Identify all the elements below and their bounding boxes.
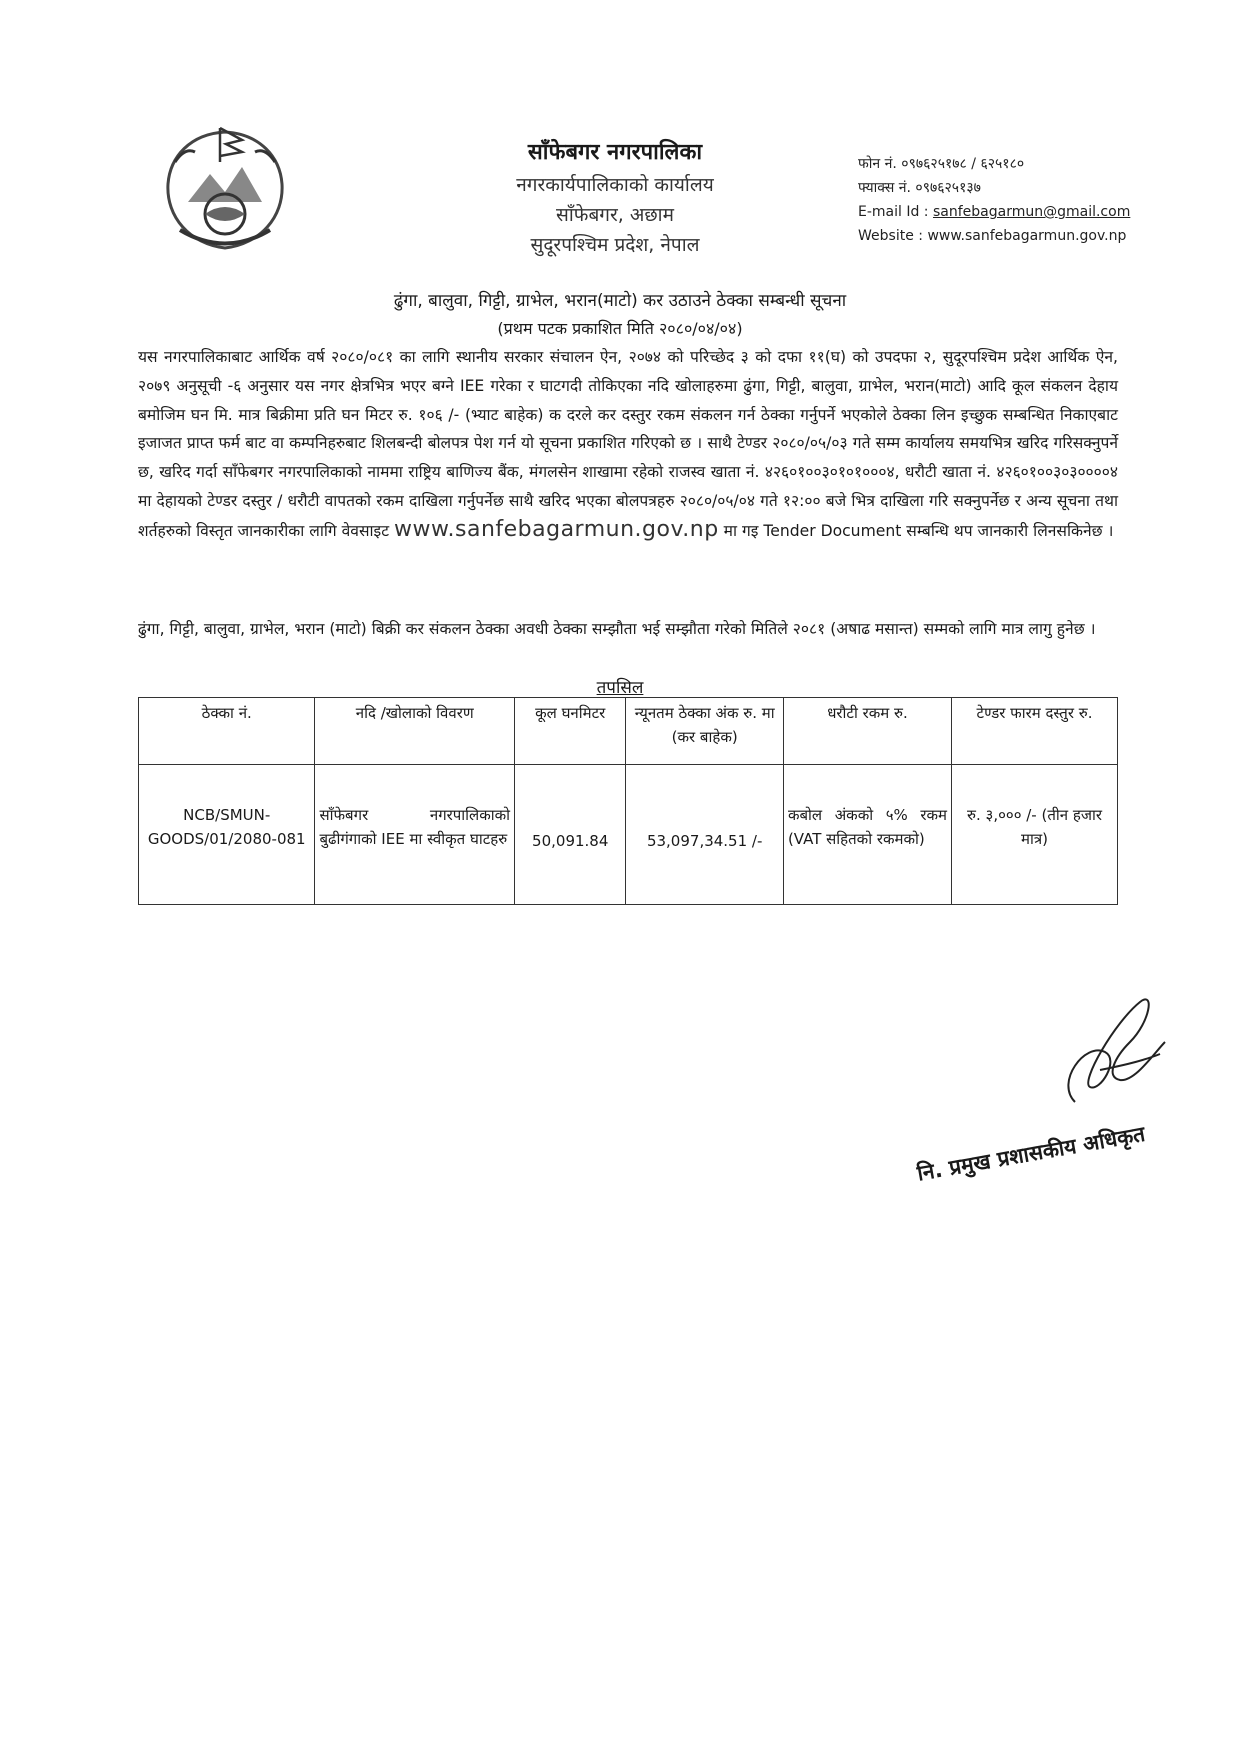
signature [1045, 982, 1185, 1122]
contact-block [858, 152, 1130, 248]
signatory-designation: नि. प्रमुख प्रशासकीय अधिकृत [915, 1121, 1147, 1186]
notice-subtitle: (प्रथम पटक प्रकाशित मिति २०८०/०४/०४) [497, 319, 743, 338]
paragraph-1-tail: मा गइ Tender Document सम्बन्धि थप जानकारी लिनसकिनेछ । [723, 521, 1114, 540]
email-line [858, 200, 1130, 224]
paragraph-website-link[interactable]: www.sanfebagarmun.gov.np [394, 516, 719, 542]
header-total-cubic-meter: कूल घनमिटर [515, 698, 626, 765]
notice-paragraph-2: ढुंगा, गिट्टी, बालुवा, ग्राभेल, भरान (माटो) बिक्री कर संकलन ठेक्का अवधी ठेक्का सम्झौता भई सम्झौता गरेको मितिले २०८१ (अषाढ मसान्त) सम्मको लागि मात्र लागु हुनेछ । [138, 620, 1096, 638]
cell-min-amount: 53,097,34.51 /- [626, 765, 784, 905]
notice-paragraph-1 [138, 343, 1118, 546]
header-tender-fee: टेण्डर फारम दस्तुर रु. [952, 698, 1118, 765]
email-link[interactable]: sanfebagarmun@gmail.com [932, 204, 1131, 220]
office-line-3: सुदूरपश्चिम प्रदेश, नेपाल [530, 234, 700, 256]
cell-description: साँफेबगर नगरपालिकाको बुढीगंगाको IEE मा स्वीकृत घाटहरु [315, 765, 515, 905]
office-line-2: साँफेबगर, अछाम [556, 204, 674, 226]
header-min-amount: न्यूनतम ठेक्का अंक रु. मा (कर बाहेक) [626, 698, 784, 765]
fax: फ्याक्स नं. ०९७६२५१३७ [858, 180, 981, 196]
office-line-1: नगरकार्यपालिकाको कार्यालय [516, 174, 714, 196]
cell-deposit: कबोल अंकको ५% रकम (VAT सहितको रकमको) [783, 765, 951, 905]
header-contract-no: ठेक्का नं. [139, 698, 315, 765]
website-link[interactable]: www.sanfebagarmun.gov.np [927, 228, 1127, 244]
cell-contract-no: NCB/SMUN-GOODS/01/2080-081 [139, 765, 315, 905]
cell-total-cubic-meter: 50,091.84 [515, 765, 626, 905]
phone: फोन नं. ०९७६२५१७८ / ६२५१८० [858, 156, 1025, 172]
contract-table [138, 697, 1118, 905]
government-emblem [150, 122, 300, 257]
header-description: नदि /खोलाको विवरण [315, 698, 515, 765]
org-name: साँफेबगर नगरपालिका [527, 140, 703, 165]
website-line [858, 224, 1130, 248]
header-deposit: धरौटी रकम रु. [783, 698, 951, 765]
table-title: तपसिल [596, 678, 644, 698]
cell-tender-fee: रु. ३,००० /- (तीन हजार मात्र) [952, 765, 1118, 905]
table-row [139, 765, 1118, 905]
notice-title: ढुंगा, बालुवा, गिट्टी, ग्राभेल, भरान(माटो) कर उठाउने ठेक्का सम्बन्धी सूचना [393, 291, 847, 311]
paragraph-1-text: यस नगरपालिकाबाट आर्थिक वर्ष २०८०/०८१ का लागि स्थानीय सरकार संचालन ऐन, २०७४ को परिच्छेद ३ को दफा ११(घ) को उपदफा २, सुदूरपश्चिम प्रदेश आर्थिक ऐन, २०७९ अनुसूची -६ अनुसार यस नगर क्षेत्रभित्र भएर बग्ने IEE गरेका र घाटगदी तोकिएका नदि खोलाहरुमा ढुंगा, गिट्टी, बालुवा, ग्राभेल, भरान(माटो) आदि कूल संकलन देहाय बमोजिम घन मि. मात्र बिक्रीमा प्रति घन मिटर रु. १०६ /- (भ्याट बाहेक) क दरले कर दस्तुर रकम संकलन गर्न ठेक्का गर्नुपर्ने भएकोले ठेक्का लिन इच्छुक सम्बन्धित निकाएबाट इजाजत प्राप्त फर्म बाट वा कम्पनिहरुबाट शिलबन्दी बोलपत्र पेश गर्न यो सूचना प्रकाशित गरिएको छ । साथै टेण्डर २०८०/०५/०३ गते सम्म कार्यालय समयभित्र खरिद गरिसक्नुपर्ने छ, खरिद गर्दा साँफेबगर नगरपालिकाको नाममा राष्ट्रिय बाणिज्य बैंक, मंगलसेन शाखामा रहेको राजस्व खाता नं. ४२६०१००३०१०१०००४, धरौटी खाता नं. ४२६०१००३०३००००४ मा देहायको टेण्डर दस्तुर / धरौटी वापतको रकम दाखिला गर्नुपर्नेछ साथै खरिद भएका बोलपत्रहरु २०८०/०५/०४ गते १२:०० बजे भित्र दाखिला गरि सक्नुपर्नेछ र अन्य सूचना तथा शर्तहरुको विस्तृत जानकारीका लागि वेवसाइट [138, 348, 1118, 540]
table-header-row [139, 698, 1118, 765]
office-heading [460, 136, 770, 260]
website-label: Website : [858, 228, 928, 244]
email-label: E-mail Id : [858, 204, 933, 220]
